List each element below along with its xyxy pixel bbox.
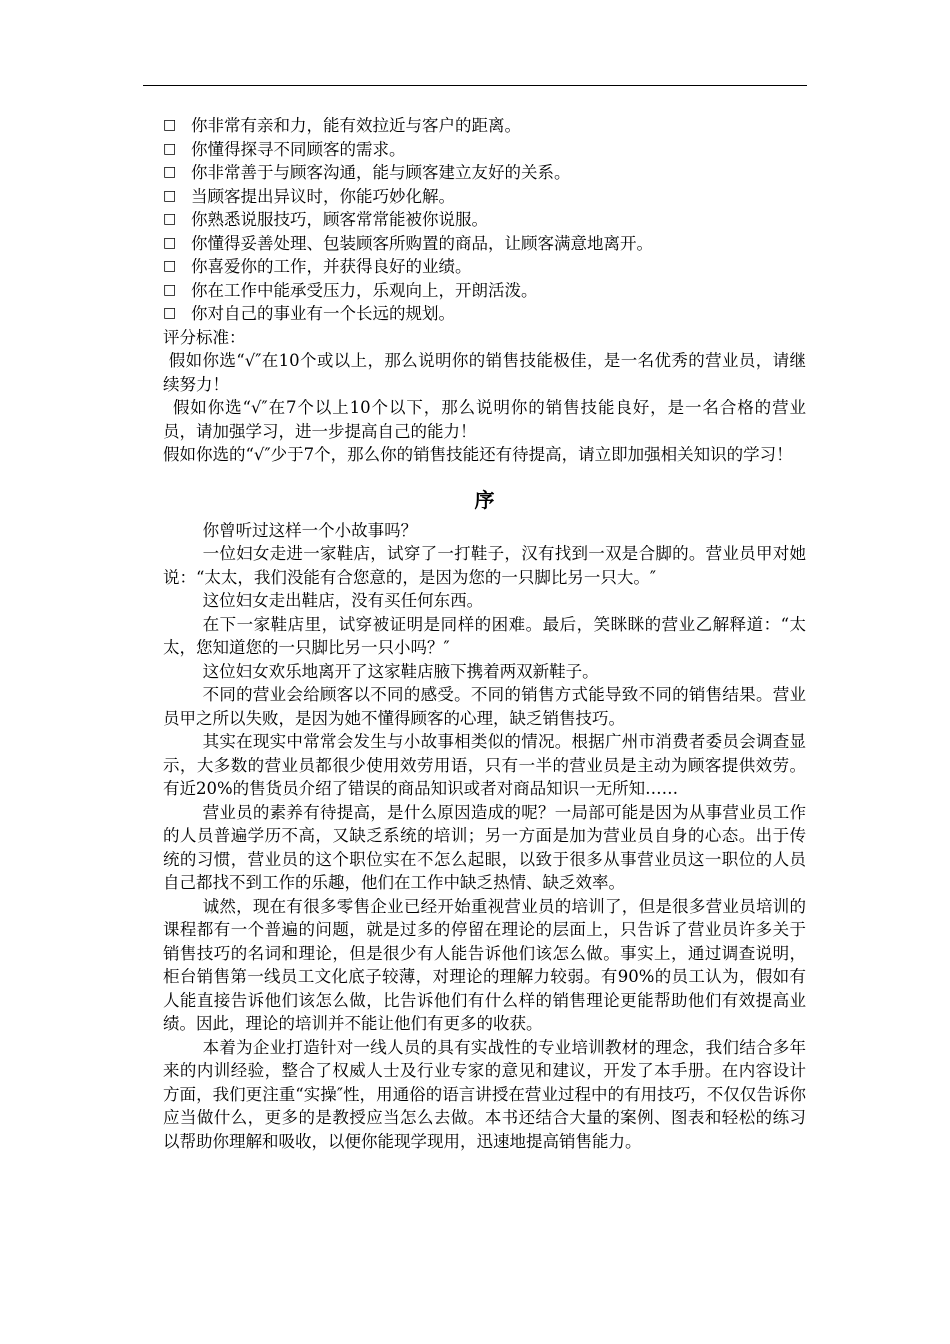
preface-paragraph: 不同的营业会给顾客以不同的感受。不同的销售方式能导致不同的销售结果。营业员甲之所以失败，是因为她不懂得顾客的心理，缺乏销售技巧。	[163, 685, 806, 728]
preface-paragraph: 这位妇女欢乐地离开了这家鞋店腋下携着两双新鞋子。	[202, 661, 599, 681]
preface-paragraph: 诚然，现在有很多零售企业已经开始重视营业员的培训了，但是很多营业员培训的课程都有一个普遍的问题，就是过多的停留在理论的层面上，只告诉了营业员许多关于销售技巧的名词和理论，但是很少有人能告诉他们该怎么做。事实上，通过调查说明，柜台销售第一线员工文化底子较薄，对理论的理解力较弱。有90%的员工认为，假如有人能直接告诉他们该怎么做，比告诉他们有什么样的销售理论更能帮助他们有效提高业绩。因此，理论的培训并不能让他们有更多的收获。	[163, 896, 806, 1033]
preface-title: 序	[474, 487, 495, 512]
checklist-item: □ 你熟悉说服技巧，顾客常常能被你说服。	[163, 208, 806, 232]
checkbox-icon: □	[163, 281, 177, 298]
checklist	[163, 114, 806, 326]
preface-paragraph: 一位妇女走进一家鞋店，试穿了一打鞋子，汉有找到一双是合脚的。营业员甲对她说：“太太，我们没能有合您意的，是因为您的一只脚比另一只大。″	[163, 544, 806, 587]
checkbox-icon: □	[163, 234, 177, 251]
checklist-item: □ 你在工作中能承受压力，乐观向上，开朗活泼。	[163, 279, 806, 303]
scoring-criterion-low: 假如你选的“√″少于7个，那么你的销售技能还有待提高，请立即加强相关知识的学习！	[163, 445, 793, 464]
preface-paragraph: 营业员的素养有待提高，是什么原因造成的呢？一局部可能是因为从事营业员工作的人员普遍学历不高，又缺乏系统的培训；另一方面是加为营业员自身的心态。出于传统的习惯，营业员的这个职位实在不怎么起眼，以致于很多从事营业员这一职位的人员自己都找不到工作的乐趣，他们在工作中缺乏热情、缺乏效率。	[163, 802, 806, 892]
preface-paragraph: 其实在现实中常常会发生与小故事相类似的情况。根据广州市消费者委员会调查显示，大多数的营业员都很少使用效劳用语，只有一半的营业员是主动为顾客提供效劳。有近20%的售货员介绍了错误的商品知识或者对商品知识一无所知……	[163, 732, 806, 798]
checkbox-icon: □	[163, 187, 177, 204]
checkbox-icon: □	[163, 305, 177, 321]
checkbox-icon: □	[163, 117, 177, 133]
preface-paragraph: 在下一家鞋店里，试穿被证明是同样的困难。最后，笑眯眯的营业乙解释道：“太太，您知道您的一只脚比另一只小吗？″	[163, 614, 806, 657]
header-rule	[143, 85, 807, 86]
checklist-item: □ 你非常有亲和力，能有效拉近与客户的距离。	[163, 114, 806, 138]
checkbox-icon: □	[163, 258, 177, 274]
preface-paragraph: 这位妇女走出鞋店，没有买任何东西。	[202, 591, 484, 610]
checklist-item: □ 当顾客提出异议时，你能巧妙化解。	[163, 185, 806, 209]
preface-paragraph: 本着为企业打造针对一线人员的具有实战性的专业培训教材的理念，我们结合多年来的内训经验，整合了权威人士及行业专家的意见和建议，开发了本手册。在内容设计方面，我们更注重“实操″性，用通俗的语言讲授在营业过程中的有用技巧，不仅仅告诉你应当做什么，更多的是教授应当怎么去做。本书还结合大量的案例、图表和轻松的练习以帮助你理解和吸收，以便你能现学现用，迅速地提高销售能力。	[163, 1037, 806, 1151]
content-area	[163, 114, 806, 1153]
scoring-criterion-high: 假如你选“√″在10个或以上，那么说明你的销售技能极佳，是一名优秀的营业员，请继续努力！	[163, 351, 806, 394]
checkbox-icon: □	[163, 140, 177, 157]
checklist-item: □ 你喜爱你的工作，并获得良好的业绩。	[163, 255, 806, 279]
checklist-item: □ 你非常善于与顾客沟通，能与顾客建立友好的关系。	[163, 161, 806, 185]
checkbox-icon: □	[163, 211, 177, 227]
checklist-item: □ 你懂得探寻不同顾客的需求。	[163, 138, 806, 162]
preface-paragraph: 你曾听过这样一个小故事吗？	[202, 520, 418, 540]
checklist-item: □ 你对自己的事业有一个长远的规划。	[163, 302, 806, 326]
checkbox-icon: □	[163, 164, 177, 180]
checklist-item: □ 你懂得妥善处理、包装顾客所购置的商品，让顾客满意地离开。	[163, 232, 806, 256]
scoring-heading: 评分标准：	[163, 327, 246, 347]
scoring-criterion-mid: 假如你选“√″在7个以上10个以下，那么说明你的销售技能良好，是一名合格的营业员，请加强学习，进一步提高自己的能力！	[163, 398, 806, 441]
